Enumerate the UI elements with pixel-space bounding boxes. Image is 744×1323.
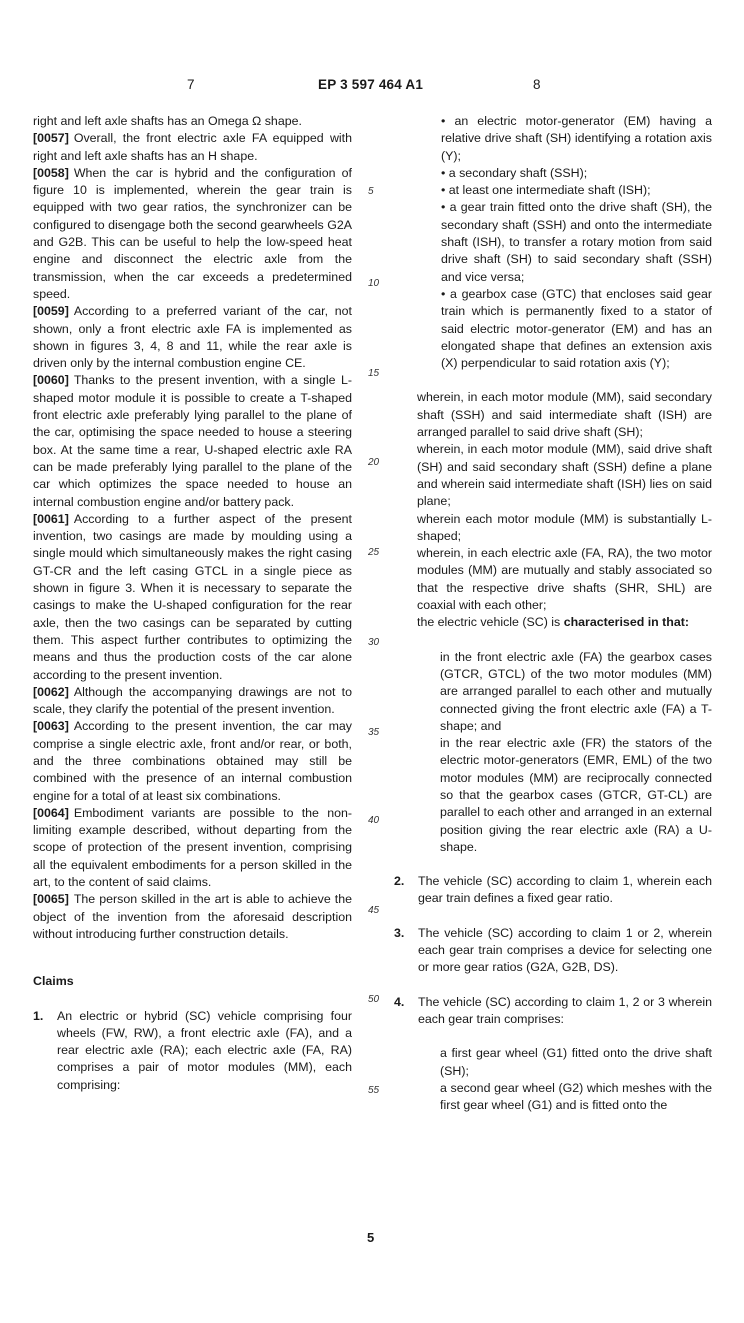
claim-text: The vehicle (SC) according to claim 1, 2 or 3 wherein each gear train comprises:	[418, 994, 712, 1026]
line-number: 15	[368, 368, 380, 379]
wherein-clause: wherein each motor module (MM) is substantially L-shaped;	[417, 511, 712, 543]
claim-1	[33, 1008, 352, 1094]
line-number: 50	[368, 994, 380, 1005]
paragraph-text: According to the present invention, the car may comprise a single electric axle, front and/or rear, or both, and the three combinations obtained may still be combined with the presence of an internal combustion engine for a total of at least six combinations.	[33, 719, 352, 803]
paragraph-tag: [0058]	[33, 165, 69, 180]
feature-front-axle: in the front electric axle (FA) the gearbox cases (GTCR, GTCL) of the two motor modules (MM) are arranged parallel to each other and mutually connected giving the front electric axle (FA) a T-shape; and	[440, 649, 712, 733]
bullet-item: • a secondary shaft (SSH);	[441, 165, 712, 182]
left-page-number: 7	[187, 77, 195, 92]
claim-number: 2.	[394, 874, 405, 889]
left-column	[33, 113, 352, 1094]
paragraph-text: Although the accompanying drawings are not to scale, they clarify the potential of the present invention.	[33, 684, 352, 717]
line-number: 5	[368, 186, 374, 197]
characterising-clause: the electric vehicle (SC) is characterised in that:	[417, 615, 690, 630]
line-number: 25	[368, 547, 380, 558]
wherein-clause: wherein, in each motor module (MM), said drive shaft (SH) and said secondary shaft (SSH) define a plane and wherein said intermediate shaft (ISH) lies on said plane;	[417, 442, 712, 509]
paragraph-text: Thanks to the present invention, with a single L-shaped motor module it is possible to create a T-shaped front electric axle preferably lying parallel to the plane of the car, optimising the space needed to house a steering box. At the same time a rear, U-shaped electric axle RA can be made preferably lying parallel to the plane of the car which optimizes the space needed to house an internal combustion engine and/or battery pack.	[33, 373, 352, 509]
line-number: 35	[368, 727, 380, 738]
claim-number: 1.	[33, 1008, 44, 1023]
claim-3	[394, 925, 712, 977]
paragraph-tag: [0062]	[33, 684, 69, 699]
paragraph-text: When the car is hybrid and the configuration of figure 10 is implemented, wherein the gear train is equipped with two gear ratios, the synchronizer can be configured to disengage both the second gearwheels G2A and G2B. This can be useful to help the low-speed heat engine and disconnect the electric axle from the transmission, when the car exceeds a predetermined speed.	[33, 165, 352, 301]
paragraph-tag: [0061]	[33, 511, 69, 526]
line-number: 10	[368, 278, 380, 289]
paragraph-0059	[33, 303, 352, 372]
wherein-clause: wherein, in each electric axle (FA, RA), the two motor modules (MM) are mutually and stably associated so that the respective drive shafts (SHR, SHL) are coaxial with each other;	[417, 546, 712, 613]
claim-4	[394, 994, 712, 1029]
bullet-item: • an electric motor-generator (EM) having a relative drive shaft (SH) identifying a rotation axis (Y);	[441, 113, 712, 165]
paragraph-tag: [0060]	[33, 373, 69, 388]
characterised-phrase: characterised in that:	[563, 615, 690, 630]
claim-element: a second gear wheel (G2) which meshes with the first gear wheel (G1) and is fitted onto the	[440, 1080, 712, 1113]
paragraph-0058	[33, 165, 352, 303]
paragraph-0061	[33, 511, 352, 684]
paragraph-tag: [0065]	[33, 892, 69, 907]
paragraph-text: According to a preferred variant of the car, not shown, only a front electric axle FA is implemented as shown in figures 3, 4, 8 and 11, while the rear axle is driven only by the internal combustion engine CE.	[33, 304, 352, 371]
line-number: 20	[368, 457, 380, 468]
paragraph-0057	[33, 130, 352, 165]
paragraph-0063	[33, 718, 352, 804]
claim-text: The vehicle (SC) according to claim 1, wherein each gear train defines a fixed gear ratio.	[418, 874, 712, 906]
paragraph-tag: [0064]	[33, 805, 69, 820]
claim-text: The vehicle (SC) according to claim 1 or 2, wherein each gear train comprises a device for selecting one or more gear ratios (G2A, G2B, DS).	[418, 925, 712, 975]
line-number: 55	[368, 1085, 380, 1096]
document-id: EP 3 597 464 A1	[318, 77, 424, 92]
footer-page-number: 5	[367, 1230, 375, 1245]
claims-heading: Claims	[33, 974, 74, 989]
paragraph-0065	[33, 891, 352, 943]
paragraph-tag: [0059]	[33, 304, 69, 319]
claim-1-wherein-clauses	[394, 389, 712, 631]
paragraph-tag: [0063]	[33, 719, 69, 734]
paragraph-0064	[33, 805, 352, 891]
paragraph-0060	[33, 372, 352, 510]
paragraph-tag: [0057]	[33, 131, 69, 146]
claim-element: a first gear wheel (G1) fitted onto the drive shaft (SH);	[440, 1046, 712, 1078]
claim-1-components	[394, 113, 712, 372]
wherein-clause: wherein, in each motor module (MM), said secondary shaft (SSH) and said intermediate shaft (ISH) are arranged parallel to said drive shaft (SH);	[417, 390, 712, 440]
paragraph-text: The person skilled in the art is able to achieve the object of the invention from the aforesaid description without introducing further construction details.	[33, 892, 352, 941]
line-number: 40	[368, 815, 380, 826]
claim-text: An electric or hybrid (SC) vehicle comprising four wheels (FW, RW), a front electric axle (FA), and a rear electric axle (RA); each electric axle (FA, RA) comprises a pair of motor modules (MM), each comprising:	[57, 1008, 352, 1092]
feature-rear-axle: in the rear electric axle (FR) the stators of the electric motor-generators (EMR, EML) of the two motor modules (MM) are reciprocally connected so that the gearbox cases (GTCR, GT-CL) are parallel to each other and arranged in an external position giving the rear electric axle (RA) a U-shape.	[440, 736, 712, 854]
paragraph-text: According to a further aspect of the present invention, two casings are made by moulding using a single mould which simultaneously makes the right casing GT-CR and the left casing GTCL in a single piece as shown in figure 3. When it is necessary to separate the casings to make the U-shaped configuration for the rear axle, then the two casings can be separated by cutting them. This aspect further contributes to optimizing the means and thus the production costs of the car alone according to the present invention.	[33, 511, 352, 682]
bullet-item: • a gear train fitted onto the drive shaft (SH), the secondary shaft (SSH) and onto the intermediate shaft (ISH), to transfer a rotary motion from said drive shaft (SH) to said secondary shaft (SSH) and vice versa;	[441, 199, 712, 285]
bullet-item: • a gearbox case (GTC) that encloses said gear train which is permanently fixed to a stator of said electric motor-generator (EM) and has an elongated shape that defines an extension axis (X) perpendicular to said rotation axis (Y);	[441, 286, 712, 372]
claim-2	[394, 873, 712, 908]
bullet-item: • at least one intermediate shaft (ISH);	[441, 182, 712, 199]
paragraph-text: Overall, the front electric axle FA equipped with right and left axle shafts has an H shape.	[33, 131, 352, 163]
claim-number: 3.	[394, 925, 405, 940]
paragraph-text: Embodiment variants are possible to the non-limiting example described, without departing from the scope of protection of the present invention, comprising all the equivalent embodiments for a person skilled in the art, to the content of said claims.	[33, 805, 352, 890]
line-number: 45	[368, 905, 380, 916]
claim-4-elements	[394, 1045, 712, 1114]
paragraph-0062	[33, 684, 352, 719]
paragraph-continuation: right and left axle shafts has an Omega Ω shape.	[33, 114, 302, 128]
claim-number: 4.	[394, 994, 405, 1009]
claim-1-characterising-features	[394, 649, 712, 857]
right-page-number: 8	[533, 77, 541, 92]
line-number: 30	[368, 637, 380, 648]
right-column	[394, 113, 712, 1114]
